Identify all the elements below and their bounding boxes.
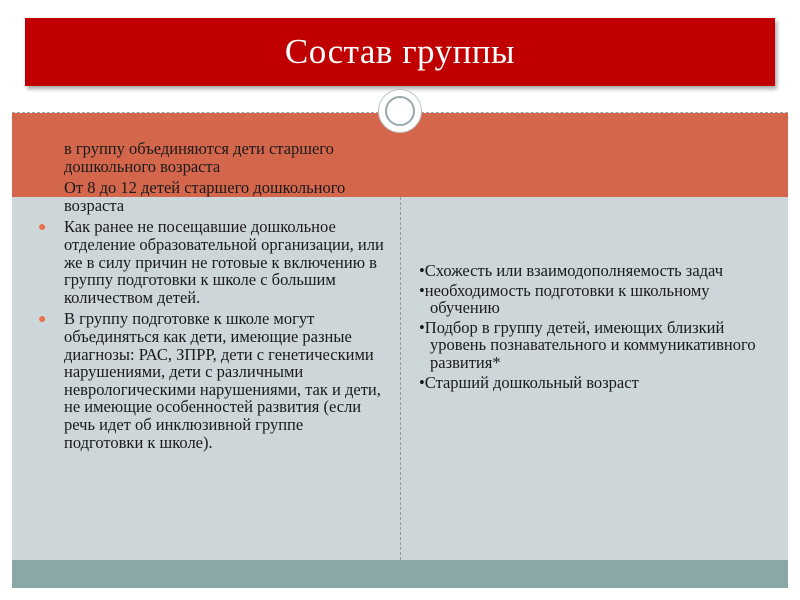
- right-list-item: •Подбор в группу детей, имеющих близкий уровень познавательного и коммуникативного развития*: [419, 317, 756, 372]
- slide-title: Состав группы: [284, 32, 516, 71]
- left-paragraph: [38, 217, 384, 307]
- paragraph-text: в группу объединяются дети старшего дошкольного возраста: [64, 139, 334, 176]
- left-paragraph: [44, 140, 384, 175]
- right-list-item: •Схожесть или взаимодополняемость задач: [419, 261, 724, 280]
- left-column: [38, 139, 384, 455]
- ring-ornament-icon: [378, 89, 422, 133]
- title-bar: [25, 18, 775, 86]
- circle-bullet-icon: ●: [38, 220, 47, 236]
- left-paragraph: [44, 179, 384, 214]
- right-list-item: •Старший дошкольный возраст: [419, 372, 639, 392]
- paragraph-text: От 8 до 12 детей старшего дошкольного возраста: [64, 178, 346, 215]
- right-list-item: •необходимость подготовки к школьному обучению: [419, 280, 710, 318]
- circle-bullet-icon: ●: [38, 312, 47, 328]
- left-paragraph: [38, 309, 384, 452]
- footer-band: [12, 560, 788, 588]
- ring-ornament-inner: [385, 96, 415, 126]
- paragraph-text: Как ранее не посещавшие дошкольное отделение образовательной организации, или же в силу причин не готовые к включению в группу подготовки к школе с большим количеством детей.: [64, 217, 384, 307]
- paragraph-text: В группу подготовке к школе могут объединяться как дети, имеющие разные диагнозы: РАС, ЗПРР, дети с генетическими нарушениями, дети с различными неврологическими нарушениями, так и дети, не имеющие особенностей развития (если речь идет об инклюзивной группе подготовки к школе).: [64, 309, 381, 452]
- right-column: [419, 262, 779, 393]
- column-divider: [400, 197, 401, 560]
